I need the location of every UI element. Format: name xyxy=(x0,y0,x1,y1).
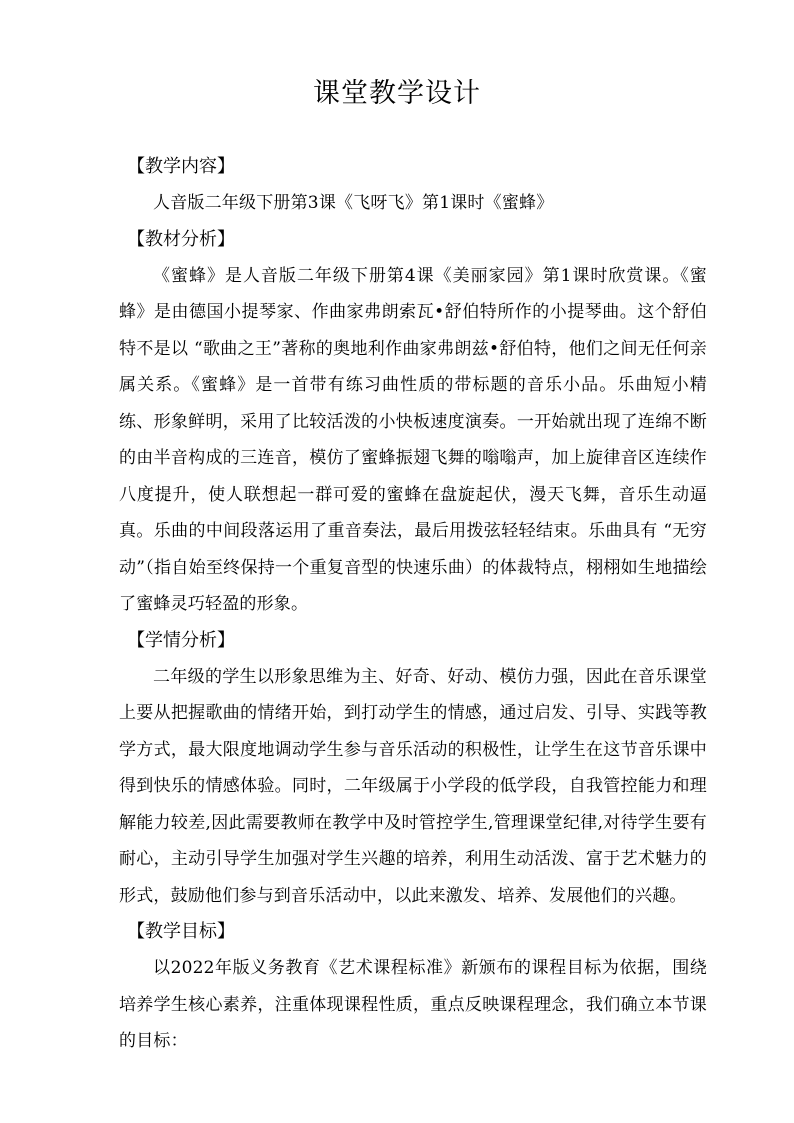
document-title: 课堂教学设计 xyxy=(313,78,481,109)
section-paragraph-teaching-goals: 以2022年版义务教育《艺术课程标准》新颁布的课程目标为依据，围绕培养学生核心素养，注重体现课程性质，重点反映课程理念，我们确立本节课的目标： xyxy=(119,958,707,1051)
section-paragraph-material-analysis: 《蜜蜂》是人音版二年级下册第4课《美丽家园》第1课时欣赏课。《蜜蜂》是由德国小提琴家、作曲家弗朗索瓦•舒伯特所作的小提琴曲。这个舒伯特不是以 “歌曲之王”著称的奥地利作曲家弗朗兹•舒伯特，他们之间无任何亲属关系。《蜜蜂》是一首带有练习曲性质的带标题的音乐小品。乐曲短小精练、形象鲜明，采用了比较活泼的小快板速度演奏。一开始就出现了连绵不断的由半音构成的三连音，模仿了蜜蜂振翅飞舞的嗡嗡声，加上旋律音区连续作八度提升，使人联想起一群可爱的蜜蜂在盘旋起伏，漫天飞舞，音乐生动逼真。乐曲的中间段落运用了重音奏法，最后用拨弦轻轻结束。乐曲具有 “无穷动”（指自始至终保持一个重复音型的快速乐曲）的体裁特点，栩栩如生地描绘了蜜蜂灵巧轻盈的形象。 xyxy=(119,265,707,614)
section-paragraph-content: 人音版二年级下册第3课《飞呀飞》第1课时《蜜蜂》 xyxy=(153,193,554,213)
section-paragraph-student-analysis: 二年级的学生以形象思维为主、好奇、好动、模仿力强，因此在音乐课堂上要从把握歌曲的情绪开始，到打动学生的情感，通过启发、引导、实践等教学方式，最大限度地调动学生参与音乐活动的积极性，让学生在这节音乐课中得到快乐的情感体验。同时，二年级属于小学段的低学段，自我管控能力和理解能力较差,因此需要教师在教学中及时管控学生,管理课堂纪律,对待学生要有耐心，主动引导学生加强对学生兴趣的培养，利用生动活泼、富于艺术魅力的形式，鼓励他们参与到音乐活动中，以此来激发、培养、发展他们的兴趣。 xyxy=(119,666,707,906)
section-heading-material-analysis: 【教材分析】 xyxy=(127,228,235,250)
document-body xyxy=(119,149,707,1060)
section-heading-content: 【教学内容】 xyxy=(127,156,235,177)
section-heading-student-analysis: 【学情分析】 xyxy=(127,629,235,651)
section-heading-teaching-goals: 【教学目标】 xyxy=(127,921,235,942)
